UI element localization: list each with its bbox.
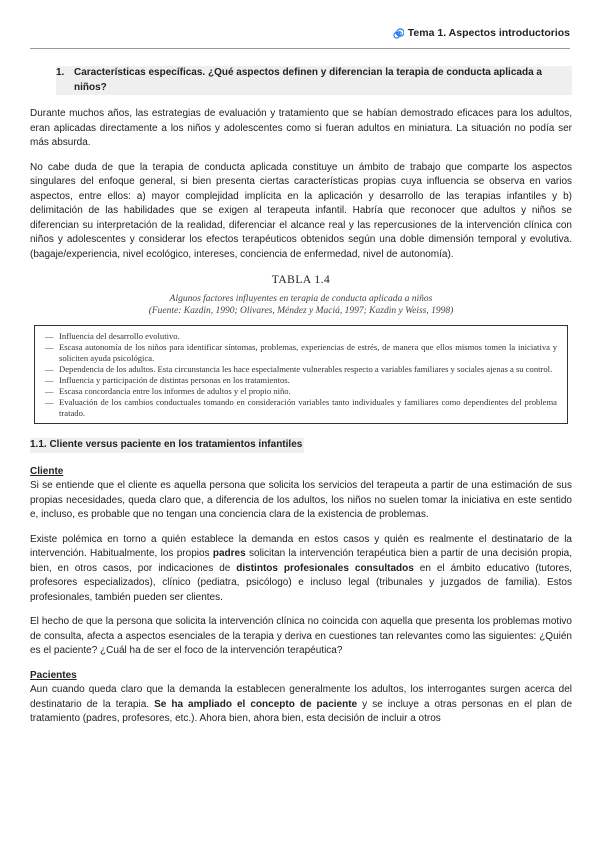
paragraph-pacientes: Aun cuando queda claro que la demanda la establecen generalmente los adultos, los interrogantes surgen acerca del destinatario de la terapia. Se ha ampliado el concepto de paciente y se incluye a otras personas en el plan de tratamiento (padres, profesores, etc.). Ahora bien, ahora bien, esta decisión de incluir a otros: [30, 684, 573, 725]
section-1-1-heading: 1.1. Cliente versus paciente en los tratamientos infantiles: [30, 438, 304, 453]
table-subtitle-line-2: (Fuente: Kazdin, 1990; Olivares, Méndez y Maciá, 1997; Kazdin y Weiss, 1998): [148, 306, 454, 317]
table-subtitle-line-1: Algunos factores influyentes en terapia de conducta aplicada a niños: [169, 293, 433, 304]
table-row: — Evaluación de los cambios conductuales tomando en consideración variables tanto individuales y familiares como dependientes del problema tratado.: [45, 397, 557, 419]
section-1-heading: [56, 66, 572, 95]
table-row: — Influencia del desarrollo evolutivo.: [45, 331, 180, 342]
cliente-heading: Cliente: [30, 465, 64, 477]
header-divider: [30, 48, 570, 49]
header-title: Tema 1. Aspectos introductorios: [407, 27, 570, 39]
page-header: [393, 26, 570, 41]
factors-table: [34, 325, 568, 424]
paragraph-intro: Durante muchos años, las estrategias de evaluación y tratamiento que se habían demostrado eficaces para los adultos, eran aplicadas directamente a los niños y adolescentes como si fueran adultos en miniatura. La situación no podía ser más absurda.: [30, 108, 572, 148]
paragraph-cliente-demand: Existe polémica en torno a quién establece la demanda en estos casos y quién es realmente el destinatario de la intervención. Habitualmente, los propios padres solicitan la intervención terapéutica bien a partir de una decisión propia, bien, en otros casos, por indicaciones de distintos profesionales consultados en el ámbito educativo (tutores, profesores especializados), clínico (pediatra, psicólogo) e incluso legal (tribunales y juzgados de familia). Estos profesionales, también pueden ser clientes.: [30, 533, 573, 603]
section-1-number: 1.: [56, 67, 65, 78]
table-row: — Dependencia de los adultos. Esta circunstancia les hace especialmente vulnerables respecto a variables familiares y sociales ajenas a su control.: [45, 364, 553, 375]
table-subtitle: [30, 293, 572, 318]
table-row: — Escasa concordancia entre los informes de adultos y el propio niño.: [45, 386, 291, 397]
spiral-icon: [393, 28, 404, 39]
section-1-title: Características específicas. ¿Qué aspectos definen y diferencian la terapia de conducta aplicada a niños?: [74, 67, 542, 93]
paragraph-cliente-questions: El hecho de que la persona que solicita la intervención clínica no coincida con aquella que presenta los problemas motivo de consulta, afecta a aspectos esenciales de la terapia y deriva en cuestiones tan relevantes como las siguientes: ¿Quién es el paciente? ¿Cuál ha de ser el foco de la intervención terapéutica?: [30, 616, 572, 657]
paragraph-cliente-definition: Si se entiende que el cliente es aquella persona que solicita los servicios del terapeuta a partir de una estimación de sus propias necesidades, queda claro que, a diferencia de los adultos, los niños no suelen tomar la iniciativa en este sentido e, incluso, es probable que no tengan una conciencia clara de la existencia de problemas.: [30, 480, 572, 521]
paragraph-characteristics: No cabe duda de que la terapia de conducta aplicada constituye un ámbito de trabajo que comparte los aspectos singulares del enfoque general, si bien presenta ciertas características propias cuya influencia se observa en varios aspectos, entre ellos: a) mayor complejidad implícita en la aplicación y desarrollo de las terapias infantiles y b) delimitación de las habilidades que se exigen al terapeuta infantil. Habría que reconocer que adultos y niños se diferencian su interpretación de la realidad, diferenciar el alcance real y las repercusiones de la intervención clínica con niños y adolescentes y considerar los efectos terapéuticos obtenidos según una doble dimensión temporal y evolutiva. (bagaje/experiencia, nivel ecológico, intereses, conciencia de enfermedad, nivel de autonomía).: [30, 161, 572, 260]
table-row: — Influencia y participación de distintas personas en los tratamientos.: [45, 375, 290, 386]
table-title: TABLA 1.4: [271, 274, 331, 286]
pacientes-heading: Pacientes: [30, 669, 77, 681]
table-row: — Escasa autonomía de los niños para identificar síntomas, problemas, experiencias de estrés, de manera que ellos mismos tomen la iniciativa y soliciten ayuda psicológica.: [45, 342, 557, 364]
document-body: [30, 66, 572, 737]
